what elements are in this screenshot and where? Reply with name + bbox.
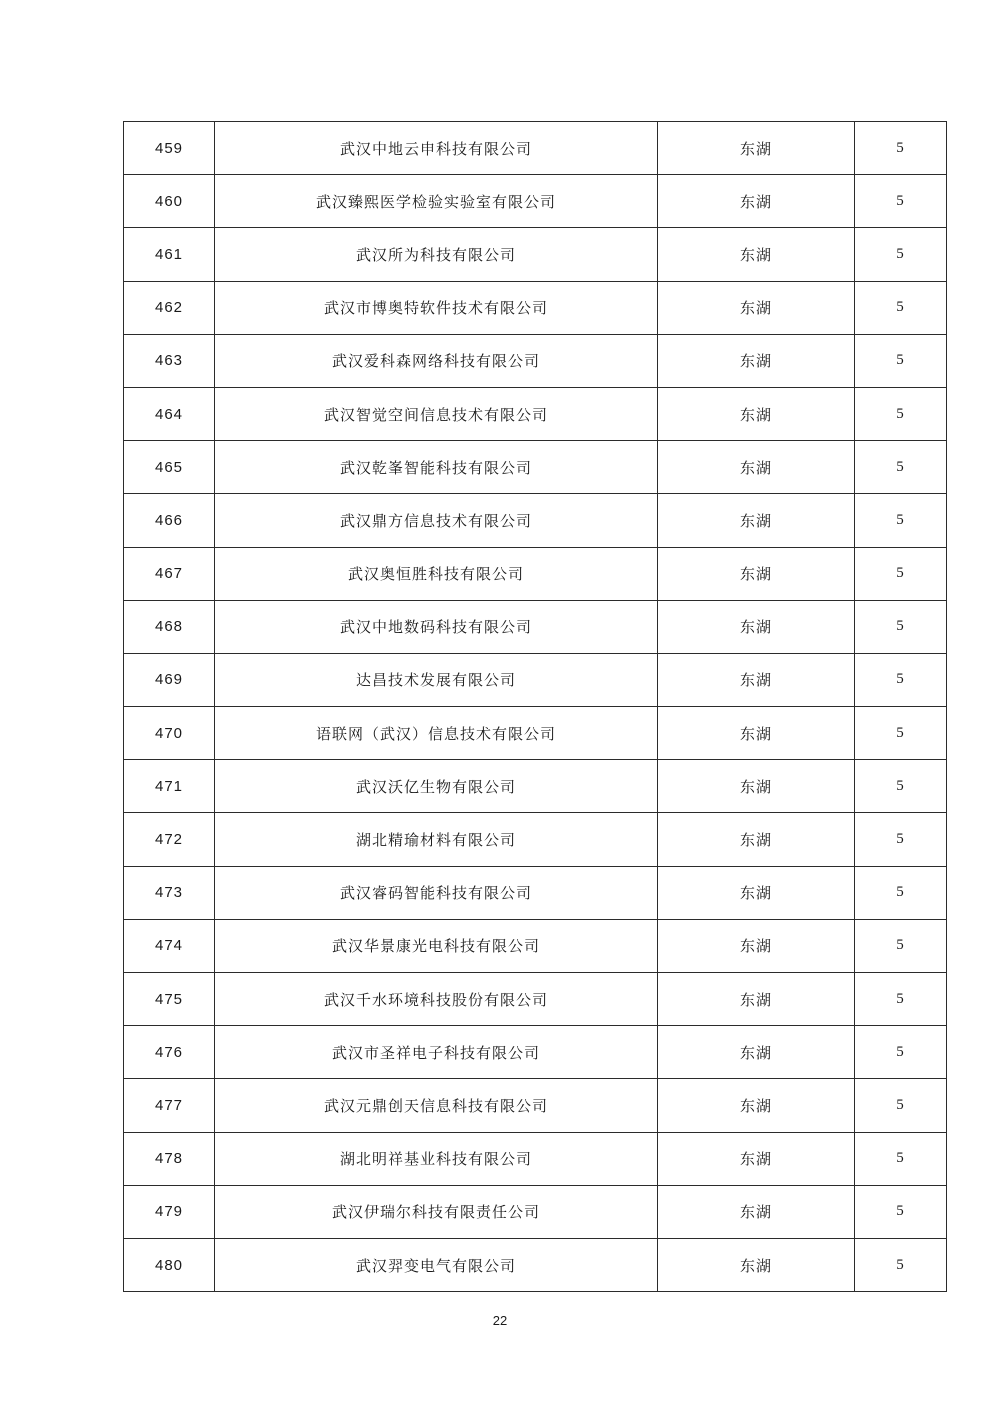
- company-name: 武汉市圣祥电子科技有限公司: [215, 1026, 658, 1079]
- table-row: [124, 1132, 947, 1185]
- score: 5: [855, 1079, 947, 1132]
- district: 东湖: [658, 919, 855, 972]
- score: 5: [855, 653, 947, 706]
- score: 5: [855, 441, 947, 494]
- district: 东湖: [658, 760, 855, 813]
- score: 5: [855, 866, 947, 919]
- score: 5: [855, 813, 947, 866]
- row-number: 477: [124, 1079, 215, 1132]
- score: 5: [855, 228, 947, 281]
- district: 东湖: [658, 813, 855, 866]
- row-number: 465: [124, 441, 215, 494]
- district: 东湖: [658, 1238, 855, 1291]
- company-name: 武汉智觉空间信息技术有限公司: [215, 387, 658, 440]
- score: 5: [855, 547, 947, 600]
- row-number: 461: [124, 228, 215, 281]
- district: 东湖: [658, 600, 855, 653]
- district: 东湖: [658, 334, 855, 387]
- company-name: 武汉爱科森网络科技有限公司: [215, 334, 658, 387]
- district: 东湖: [658, 866, 855, 919]
- company-name: 武汉伊瑞尔科技有限责任公司: [215, 1185, 658, 1238]
- table-row: [124, 653, 947, 706]
- table-row: [124, 281, 947, 334]
- district: 东湖: [658, 175, 855, 228]
- score: 5: [855, 973, 947, 1026]
- row-number: 479: [124, 1185, 215, 1238]
- score: 5: [855, 1026, 947, 1079]
- district: 东湖: [658, 707, 855, 760]
- district: 东湖: [658, 653, 855, 706]
- score: 5: [855, 600, 947, 653]
- company-name: 武汉元鼎创天信息科技有限公司: [215, 1079, 658, 1132]
- row-number: 478: [124, 1132, 215, 1185]
- row-number: 475: [124, 973, 215, 1026]
- table-row: [124, 387, 947, 440]
- table-row: [124, 973, 947, 1026]
- page-number: 22: [492, 1313, 508, 1328]
- company-name: 武汉千水环境科技股份有限公司: [215, 973, 658, 1026]
- row-number: 471: [124, 760, 215, 813]
- score: 5: [855, 334, 947, 387]
- company-list-table: [123, 121, 947, 1292]
- table-row: [124, 919, 947, 972]
- row-number: 469: [124, 653, 215, 706]
- score: 5: [855, 1132, 947, 1185]
- company-name: 武汉中地数码科技有限公司: [215, 600, 658, 653]
- table-row: [124, 334, 947, 387]
- company-name: 武汉乾峯智能科技有限公司: [215, 441, 658, 494]
- company-name: 武汉睿码智能科技有限公司: [215, 866, 658, 919]
- company-name: 武汉所为科技有限公司: [215, 228, 658, 281]
- row-number: 460: [124, 175, 215, 228]
- district: 东湖: [658, 1026, 855, 1079]
- district: 东湖: [658, 1079, 855, 1132]
- company-name: 武汉市博奥特软件技术有限公司: [215, 281, 658, 334]
- company-name: 武汉奥恒胜科技有限公司: [215, 547, 658, 600]
- row-number: 472: [124, 813, 215, 866]
- district: 东湖: [658, 973, 855, 1026]
- district: 东湖: [658, 547, 855, 600]
- row-number: 462: [124, 281, 215, 334]
- company-name: 武汉沃亿生物有限公司: [215, 760, 658, 813]
- row-number: 480: [124, 1238, 215, 1291]
- row-number: 464: [124, 387, 215, 440]
- row-number: 468: [124, 600, 215, 653]
- score: 5: [855, 919, 947, 972]
- table-row: [124, 547, 947, 600]
- company-name: 武汉羿变电气有限公司: [215, 1238, 658, 1291]
- district: 东湖: [658, 228, 855, 281]
- district: 东湖: [658, 122, 855, 175]
- table-row: [124, 122, 947, 175]
- table-row: [124, 813, 947, 866]
- company-name: 武汉臻熙医学检验实验室有限公司: [215, 175, 658, 228]
- table-row: [124, 441, 947, 494]
- table-row: [124, 1026, 947, 1079]
- row-number: 463: [124, 334, 215, 387]
- table-row: [124, 1238, 947, 1291]
- table-row: [124, 866, 947, 919]
- table-row: [124, 1079, 947, 1132]
- row-number: 474: [124, 919, 215, 972]
- table-row: [124, 1185, 947, 1238]
- row-number: 470: [124, 707, 215, 760]
- score: 5: [855, 494, 947, 547]
- table-row: [124, 600, 947, 653]
- row-number: 466: [124, 494, 215, 547]
- company-name: 语联网（武汉）信息技术有限公司: [215, 707, 658, 760]
- table-row: [124, 228, 947, 281]
- company-name: 武汉华景康光电科技有限公司: [215, 919, 658, 972]
- company-name: 武汉鼎方信息技术有限公司: [215, 494, 658, 547]
- table-row: [124, 175, 947, 228]
- score: 5: [855, 175, 947, 228]
- district: 东湖: [658, 387, 855, 440]
- district: 东湖: [658, 281, 855, 334]
- district: 东湖: [658, 494, 855, 547]
- row-number: 459: [124, 122, 215, 175]
- company-name: 达昌技术发展有限公司: [215, 653, 658, 706]
- row-number: 476: [124, 1026, 215, 1079]
- score: 5: [855, 122, 947, 175]
- row-number: 467: [124, 547, 215, 600]
- table-row: [124, 707, 947, 760]
- table-row: [124, 760, 947, 813]
- district: 东湖: [658, 1185, 855, 1238]
- row-number: 473: [124, 866, 215, 919]
- score: 5: [855, 281, 947, 334]
- district: 东湖: [658, 441, 855, 494]
- score: 5: [855, 707, 947, 760]
- table-row: [124, 494, 947, 547]
- score: 5: [855, 1185, 947, 1238]
- company-name: 湖北明祥基业科技有限公司: [215, 1132, 658, 1185]
- district: 东湖: [658, 1132, 855, 1185]
- score: 5: [855, 387, 947, 440]
- score: 5: [855, 760, 947, 813]
- company-name: 湖北精瑜材料有限公司: [215, 813, 658, 866]
- company-name: 武汉中地云申科技有限公司: [215, 122, 658, 175]
- score: 5: [855, 1238, 947, 1291]
- company-list-body: [124, 122, 947, 1292]
